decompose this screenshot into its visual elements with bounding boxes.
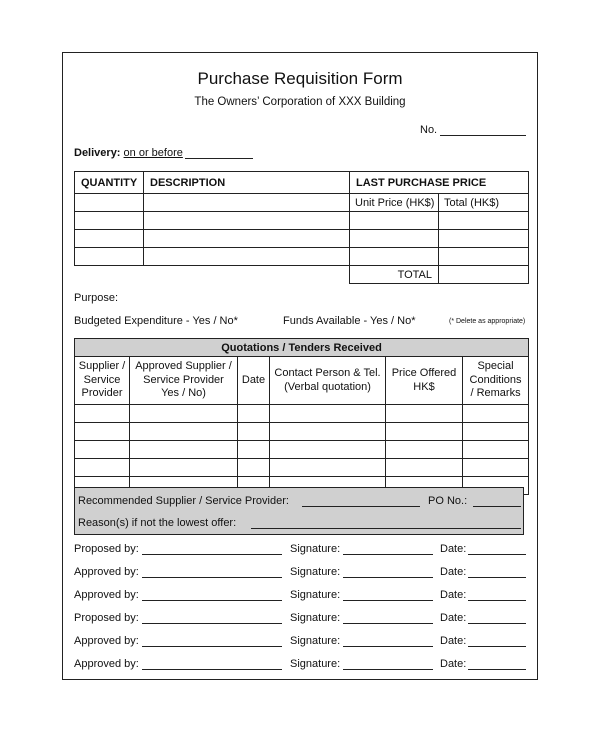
role-label: Approved by: <box>74 566 139 578</box>
total-cell[interactable] <box>439 230 529 248</box>
signature-label: Signature: <box>290 658 341 670</box>
total-cell[interactable] <box>439 248 529 266</box>
date-header: Date <box>238 357 270 405</box>
name-field[interactable] <box>142 646 282 647</box>
reason-field[interactable] <box>251 528 521 529</box>
table-row <box>75 230 529 248</box>
table-row <box>75 459 529 477</box>
total-label: TOTAL <box>350 266 439 284</box>
quotations-header-row <box>75 357 529 405</box>
delivery-row <box>74 147 183 159</box>
role-label: Proposed by: <box>74 612 139 624</box>
quantity-header: QUANTITY <box>75 172 144 194</box>
name-field[interactable] <box>142 554 282 555</box>
date-field[interactable] <box>468 623 526 624</box>
table-row <box>75 405 529 423</box>
quantity-cell[interactable] <box>75 230 144 248</box>
table-row <box>75 423 529 441</box>
signature-row <box>74 543 529 557</box>
description-cell[interactable] <box>144 230 350 248</box>
date-label: Date: <box>440 635 467 647</box>
grand-total-cell[interactable] <box>439 266 529 284</box>
signature-label: Signature: <box>290 612 341 624</box>
name-field[interactable] <box>142 577 282 578</box>
contact-person-header: Contact Person & Tel. (Verbal quotation) <box>270 357 386 405</box>
recommended-supplier-field[interactable] <box>302 506 420 507</box>
date-label: Date: <box>440 612 467 624</box>
table-row <box>75 441 529 459</box>
role-label: Approved by: <box>74 658 139 670</box>
role-label: Proposed by: <box>74 543 139 555</box>
purpose-label: Purpose: <box>74 292 119 304</box>
total-cell[interactable] <box>439 212 529 230</box>
date-field[interactable] <box>468 669 526 670</box>
signature-field[interactable] <box>343 669 433 670</box>
requisition-form-sheet <box>62 52 538 680</box>
unit-price-header: Unit Price (HK$) <box>350 194 439 212</box>
delivery-value: on or before <box>123 147 183 159</box>
signature-row <box>74 612 529 626</box>
delivery-date-field[interactable] <box>185 158 253 159</box>
delete-note: (* Delete as appropriate) <box>449 318 526 325</box>
recommendation-box <box>74 487 524 535</box>
items-header-row <box>75 172 529 194</box>
quotations-table <box>74 338 529 495</box>
signature-label: Signature: <box>290 566 341 578</box>
description-header: DESCRIPTION <box>144 172 350 194</box>
date-label: Date: <box>440 658 467 670</box>
unit-price-cell[interactable] <box>350 230 439 248</box>
reason-label: Reason(s) if not the lowest offer: <box>78 517 237 529</box>
role-label: Approved by: <box>74 589 139 601</box>
signature-field[interactable] <box>343 554 433 555</box>
signature-row <box>74 658 529 672</box>
quantity-cell[interactable] <box>75 194 144 212</box>
signature-label: Signature: <box>290 589 341 601</box>
quotations-caption-row <box>75 339 529 357</box>
last-price-header: LAST PURCHASE PRICE <box>350 172 529 194</box>
quantity-cell[interactable] <box>75 212 144 230</box>
table-row <box>75 212 529 230</box>
special-conditions-header: Special Conditions / Remarks <box>463 357 529 405</box>
signature-field[interactable] <box>343 600 433 601</box>
name-field[interactable] <box>142 600 282 601</box>
signature-label: Signature: <box>290 635 341 647</box>
signature-field[interactable] <box>343 577 433 578</box>
description-cell[interactable] <box>144 248 350 266</box>
quotations-caption: Quotations / Tenders Received <box>75 339 529 357</box>
po-number-label: PO No.: <box>428 495 468 507</box>
total-row <box>75 266 529 284</box>
date-label: Date: <box>440 589 467 601</box>
name-field[interactable] <box>142 623 282 624</box>
form-subtitle: The Owners’ Corporation of XXX Building <box>194 96 406 108</box>
unit-price-cell[interactable] <box>350 212 439 230</box>
table-row <box>75 248 529 266</box>
date-field[interactable] <box>468 646 526 647</box>
name-field[interactable] <box>142 669 282 670</box>
signature-field[interactable] <box>343 623 433 624</box>
signature-field[interactable] <box>343 646 433 647</box>
number-label: No. <box>420 124 438 136</box>
description-cell[interactable] <box>144 194 350 212</box>
date-field[interactable] <box>468 577 526 578</box>
price-offered-header: Price Offered HK$ <box>386 357 463 405</box>
role-label: Approved by: <box>74 635 139 647</box>
signature-row <box>74 589 529 603</box>
funds-available-label: Funds Available - Yes / No* <box>283 315 416 327</box>
date-label: Date: <box>440 566 467 578</box>
signature-label: Signature: <box>290 543 341 555</box>
form-title: Purchase Requisition Form <box>197 69 403 88</box>
date-field[interactable] <box>468 600 526 601</box>
supplier-header: Supplier / Service Provider <box>75 357 130 405</box>
approved-supplier-header: Approved Supplier / Service Provider Yes / No) <box>130 357 238 405</box>
quantity-cell[interactable] <box>75 248 144 266</box>
recommended-supplier-label: Recommended Supplier / Service Provider: <box>78 495 289 507</box>
date-field[interactable] <box>468 554 526 555</box>
signature-row <box>74 566 529 580</box>
number-field[interactable] <box>440 135 526 136</box>
budgeted-expenditure-label: Budgeted Expenditure - Yes / No* <box>74 315 238 327</box>
delivery-label: Delivery: <box>74 147 121 159</box>
items-table <box>74 171 529 284</box>
total-header: Total (HK$) <box>439 194 529 212</box>
po-number-field[interactable] <box>473 506 521 507</box>
unit-price-cell[interactable] <box>350 248 439 266</box>
signature-row <box>74 635 529 649</box>
date-label: Date: <box>440 543 467 555</box>
table-row <box>75 194 529 212</box>
description-cell[interactable] <box>144 212 350 230</box>
